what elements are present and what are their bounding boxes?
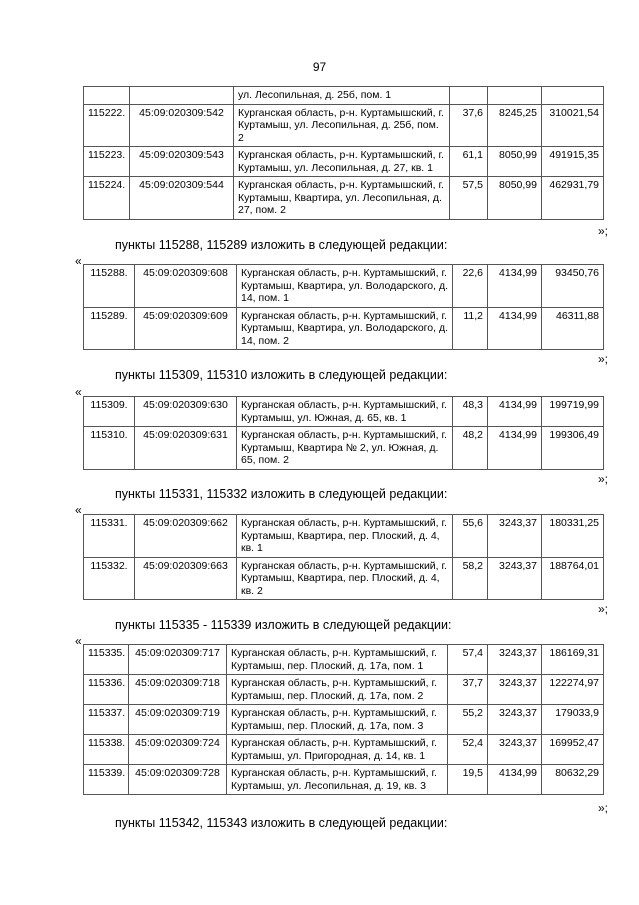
row-number-cell <box>84 87 130 105</box>
register-table-3 <box>83 514 604 600</box>
address-cell: ул. Лесопильная, д. 25б, пом. 1 <box>234 87 450 105</box>
cadastral-number-cell: 45:09:020309:662 <box>135 515 237 558</box>
unit-price-cell: 4134,99 <box>488 265 542 308</box>
cadastral-value-cell: 179033,9 <box>542 705 604 735</box>
cadastral-value-cell: 46311,88 <box>542 307 604 350</box>
row-number-cell: 115336. <box>84 675 129 705</box>
closing-quote: »; <box>598 352 609 366</box>
cadastral-number-cell: 45:09:020309:630 <box>135 397 237 427</box>
area-cell: 37,6 <box>450 104 488 147</box>
row-number-cell: 115289. <box>84 307 135 350</box>
cadastral-number-cell: 45:09:020309:717 <box>129 645 227 675</box>
unit-price-cell: 4134,99 <box>488 307 542 350</box>
unit-price-cell: 3243,37 <box>488 735 542 765</box>
row-number-cell: 115339. <box>84 765 129 795</box>
cadastral-number-cell: 45:09:020309:718 <box>129 675 227 705</box>
cadastral-number-cell: 45:09:020309:631 <box>135 427 237 470</box>
cadastral-value-cell: 80632,29 <box>542 765 604 795</box>
address-cell: Курганская область, р-н. Куртамышский, г. Куртамыш, ул. Южная, д. 65, кв. 1 <box>237 397 453 427</box>
closing-quote: »; <box>598 602 609 616</box>
row-number-cell: 115310. <box>84 427 135 470</box>
table-row <box>84 307 604 350</box>
table-row <box>84 557 604 600</box>
address-cell: Курганская область, р-н. Куртамышский, г. Куртамыш, ул. Лесопильная, д. 25б, пом. 2 <box>234 104 450 147</box>
cadastral-value-cell: 93450,76 <box>542 265 604 308</box>
unit-price-cell: 8050,99 <box>488 177 542 220</box>
unit-price-cell: 8245,25 <box>488 104 542 147</box>
table-row <box>84 427 604 470</box>
cadastral-value-cell: 310021,54 <box>542 104 604 147</box>
address-cell: Курганская область, р-н. Куртамышский, г. Куртамыш, ул. Пригородная, д. 14, кв. 1 <box>227 735 448 765</box>
amendment-heading: пункты 115335 - 115339 изложить в следующей редакции: <box>115 618 452 632</box>
row-number-cell: 115224. <box>84 177 130 220</box>
unit-price-cell: 3243,37 <box>488 645 542 675</box>
row-number-cell: 115222. <box>84 104 130 147</box>
area-cell: 37,7 <box>448 675 488 705</box>
opening-quote: « <box>75 503 82 517</box>
cadastral-value-cell: 199719,99 <box>542 397 604 427</box>
cadastral-value-cell: 188764,01 <box>542 557 604 600</box>
table-row <box>84 675 604 705</box>
area-cell: 57,4 <box>448 645 488 675</box>
row-number-cell: 115332. <box>84 557 135 600</box>
unit-price-cell: 3243,37 <box>488 675 542 705</box>
unit-price-cell: 3243,37 <box>488 705 542 735</box>
table-row <box>84 645 604 675</box>
table-row <box>84 104 604 147</box>
closing-quote: »; <box>598 472 609 486</box>
cadastral-number-cell: 45:09:020309:543 <box>130 147 234 177</box>
address-cell: Курганская область, р-н. Куртамышский, г. Куртамыш, Квартира, ул. Лесопильная, д. 27, пом. 2 <box>234 177 450 220</box>
table-row <box>84 705 604 735</box>
area-cell <box>450 87 488 105</box>
opening-quote: « <box>75 385 82 399</box>
unit-price-cell: 4134,99 <box>488 397 542 427</box>
area-cell: 22,6 <box>453 265 488 308</box>
register-table-4 <box>83 644 604 795</box>
area-cell: 52,4 <box>448 735 488 765</box>
row-number-cell: 115223. <box>84 147 130 177</box>
closing-quote: »; <box>598 801 609 815</box>
cadastral-value-cell: 122274,97 <box>542 675 604 705</box>
area-cell: 48,3 <box>453 397 488 427</box>
cadastral-number-cell: 45:09:020309:728 <box>129 765 227 795</box>
address-cell: Курганская область, р-н. Куртамышский, г. Куртамыш, ул. Лесопильная, д. 27, кв. 1 <box>234 147 450 177</box>
address-cell: Курганская область, р-н. Куртамышский, г. Куртамыш, Квартира, ул. Володарского, д. 14, пом. 1 <box>237 265 453 308</box>
unit-price-cell: 4134,99 <box>488 427 542 470</box>
table-row <box>84 515 604 558</box>
address-cell: Курганская область, р-н. Куртамышский, г. Куртамыш, Квартира, ул. Володарского, д. 14, пом. 2 <box>237 307 453 350</box>
opening-quote: « <box>75 634 82 648</box>
address-cell: Курганская область, р-н. Куртамышский, г. Куртамыш, ул. Лесопильная, д. 19, кв. 3 <box>227 765 448 795</box>
cadastral-number-cell: 45:09:020309:663 <box>135 557 237 600</box>
row-number-cell: 115309. <box>84 397 135 427</box>
cadastral-value-cell: 199306,49 <box>542 427 604 470</box>
cadastral-number-cell <box>130 87 234 105</box>
cadastral-value-cell: 169952,47 <box>542 735 604 765</box>
cadastral-value-cell: 491915,35 <box>542 147 604 177</box>
unit-price-cell: 3243,37 <box>488 557 542 600</box>
cadastral-value-cell: 186169,31 <box>542 645 604 675</box>
address-cell: Курганская область, р-н. Куртамышский, г. Куртамыш, Квартира, пер. Плоский, д. 4, кв. 1 <box>237 515 453 558</box>
table-row <box>84 147 604 177</box>
table-row <box>84 735 604 765</box>
address-cell: Курганская область, р-н. Куртамышский, г. Куртамыш, пер. Плоский, д. 17а, пом. 1 <box>227 645 448 675</box>
unit-price-cell <box>488 87 542 105</box>
area-cell: 55,2 <box>448 705 488 735</box>
cadastral-value-cell <box>542 87 604 105</box>
area-cell: 55,6 <box>453 515 488 558</box>
closing-quote: »; <box>598 224 609 238</box>
area-cell: 19,5 <box>448 765 488 795</box>
cadastral-value-cell: 462931,79 <box>542 177 604 220</box>
page-number: 97 <box>312 60 327 74</box>
area-cell: 61,1 <box>450 147 488 177</box>
address-cell: Курганская область, р-н. Куртамышский, г. Куртамыш, Квартира, пер. Плоский, д. 4, кв. 2 <box>237 557 453 600</box>
row-number-cell: 115338. <box>84 735 129 765</box>
area-cell: 57,5 <box>450 177 488 220</box>
row-number-cell: 115331. <box>84 515 135 558</box>
area-cell: 58,2 <box>453 557 488 600</box>
cadastral-number-cell: 45:09:020309:724 <box>129 735 227 765</box>
cadastral-number-cell: 45:09:020309:719 <box>129 705 227 735</box>
register-table-1 <box>83 264 604 350</box>
row-number-cell: 115335. <box>84 645 129 675</box>
area-cell: 48,2 <box>453 427 488 470</box>
opening-quote: « <box>75 254 82 268</box>
area-cell: 11,2 <box>453 307 488 350</box>
amendment-heading: пункты 115342, 115343 изложить в следующей редакции: <box>115 816 448 830</box>
row-number-cell: 115337. <box>84 705 129 735</box>
cadastral-value-cell: 180331,25 <box>542 515 604 558</box>
table-row <box>84 765 604 795</box>
cadastral-number-cell: 45:09:020309:542 <box>130 104 234 147</box>
unit-price-cell: 3243,37 <box>488 515 542 558</box>
amendment-heading: пункты 115309, 115310 изложить в следующей редакции: <box>115 368 448 382</box>
address-cell: Курганская область, р-н. Куртамышский, г. Куртамыш, пер. Плоский, д. 17а, пом. 3 <box>227 705 448 735</box>
address-cell: Курганская область, р-н. Куртамышский, г. Куртамыш, пер. Плоский, д. 17а, пом. 2 <box>227 675 448 705</box>
unit-price-cell: 8050,99 <box>488 147 542 177</box>
unit-price-cell: 4134,99 <box>488 765 542 795</box>
table-row <box>84 177 604 220</box>
address-cell: Курганская область, р-н. Куртамышский, г. Куртамыш, Квартира № 2, ул. Южная, д. 65, пом. 2 <box>237 427 453 470</box>
register-table-0 <box>83 86 604 220</box>
amendment-heading: пункты 115331, 115332 изложить в следующей редакции: <box>115 487 448 501</box>
cadastral-number-cell: 45:09:020309:608 <box>135 265 237 308</box>
table-row <box>84 87 604 105</box>
cadastral-number-cell: 45:09:020309:544 <box>130 177 234 220</box>
table-row <box>84 265 604 308</box>
amendment-heading: пункты 115288, 115289 изложить в следующей редакции: <box>115 238 448 252</box>
table-row <box>84 397 604 427</box>
register-table-2 <box>83 396 604 470</box>
cadastral-number-cell: 45:09:020309:609 <box>135 307 237 350</box>
row-number-cell: 115288. <box>84 265 135 308</box>
